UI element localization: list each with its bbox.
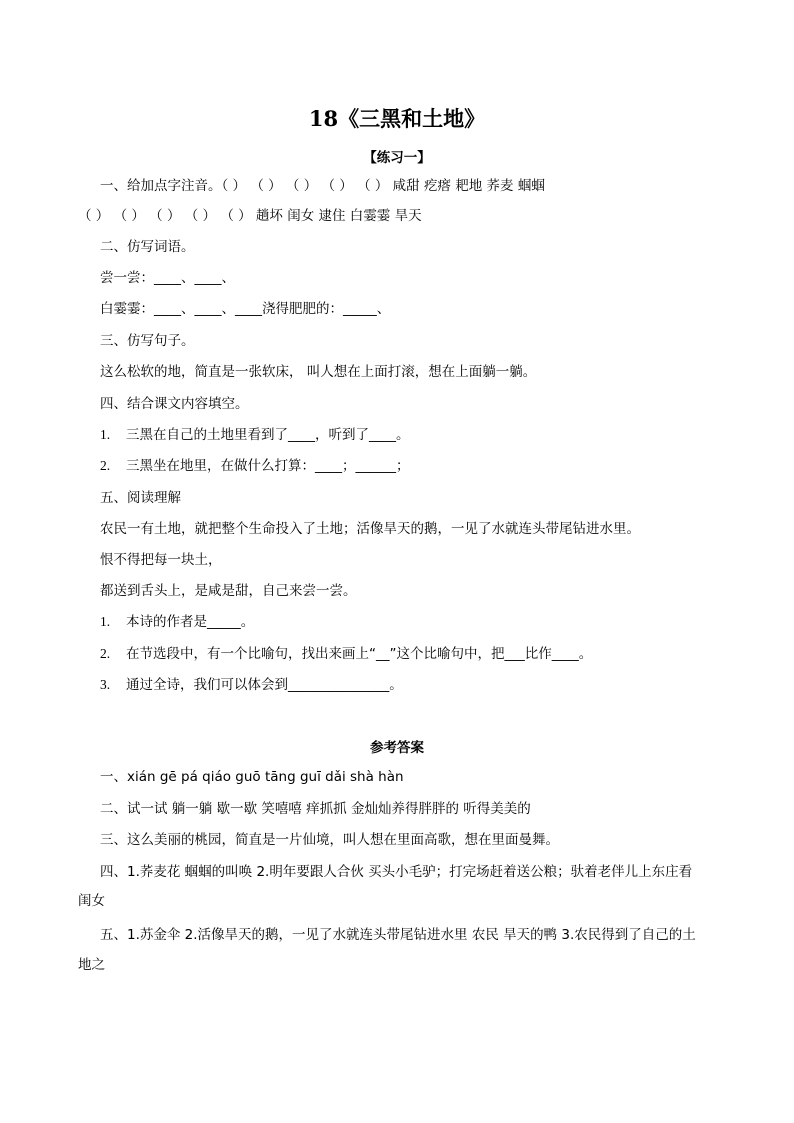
q5-item1-text: 本诗的作者是_____。 (126, 614, 255, 630)
q5-item2-number: 2. (100, 646, 111, 661)
q2-heading: 二、仿写词语。 (100, 239, 195, 255)
answer-4-line1: 四、1.荞麦花 蝈蝈的叫唤 2.明年要跟人合伙 买头小毛驴；打完场赶着送公粮；驮着老伴儿上东庄看 (100, 864, 693, 880)
q4-item2-number: 2. (100, 458, 111, 473)
q5-item3 (100, 675, 403, 695)
q5-item2 (100, 644, 592, 664)
q4-item1 (100, 425, 410, 445)
q2-line1: 尝一尝：____、____、 (100, 270, 235, 286)
q5-item1-number: 1. (100, 614, 111, 629)
q5-passage-p3: 都送到舌头上，是咸是甜，自己来尝一尝。 (100, 583, 357, 599)
q5-item3-text: 通过全诗，我们可以体会到_______________。 (126, 677, 403, 693)
q4-item1-text: 三黑在自己的土地里看到了____，听到了____。 (126, 427, 410, 443)
q3-sentence: 这么松软的地，简直是一张软床， 叫人想在上面打滚，想在上面躺一躺。 (100, 364, 537, 380)
answer-3: 三、这么美丽的桃园，简直是一片仙境，叫人想在里面高歌，想在里面曼舞。 (100, 832, 559, 848)
q5-heading: 五、阅读理解 (100, 490, 181, 506)
answer-1: 一、xián gē pá qiáo guō tāng guī dǎi shà hàn (100, 769, 404, 785)
exercise-subtitle: 【练习一】 (363, 150, 431, 166)
page-title: 18《三黑和土地》 (308, 106, 486, 131)
answer-5-line1: 五、1.苏金伞 2.活像旱天的鹅，一见了水就连头带尾钻进水里 农民 旱天的鸭 3.农民得到了自己的土 (100, 927, 696, 943)
q4-item2 (100, 456, 410, 476)
answer-4-line2: 闺女 (78, 893, 105, 909)
q5-item1 (100, 612, 254, 632)
answer-5-line2: 地之 (78, 957, 105, 973)
q1-line2: （ ） （ ） （ ） （ ） （ ） 趟坏 闺女 逮住 白霎霎 旱天 (78, 208, 422, 224)
answer-2: 二、试一试 躺一躺 歇一歇 笑嘻嘻 痒抓抓 金灿灿养得胖胖的 听得美美的 (100, 801, 531, 817)
q5-passage-p1: 农民一有土地，就把整个生命投入了土地；活像旱天的鹅，一见了水就连头带尾钻进水里。 (100, 521, 640, 537)
q5-passage-p2: 恨不得把每一块土， (100, 552, 222, 568)
q3-heading: 三、仿写句子。 (100, 333, 195, 349)
q1-line1: 一、给加点字注音。（ ） （ ） （ ） （ ） （ ） 咸甜 疙瘩 耙地 荞麦 蝈蝈 (100, 178, 545, 194)
q5-item2-text: 在节选段中，有一个比喻句，找出来画上“__”这个比喻句中，把___比作____。 (126, 646, 593, 662)
q5-item3-number: 3. (100, 677, 111, 692)
q2-line2: 白霎霎：____、____、____浇得肥肥的：_____、 (100, 301, 391, 317)
q4-item1-number: 1. (100, 427, 111, 442)
q4-item2-text: 三黑坐在地里，在做什么打算：____；______； (126, 458, 410, 474)
q4-heading: 四、结合课文内容填空。 (100, 396, 249, 412)
answers-title: 参考答案 (370, 740, 424, 756)
